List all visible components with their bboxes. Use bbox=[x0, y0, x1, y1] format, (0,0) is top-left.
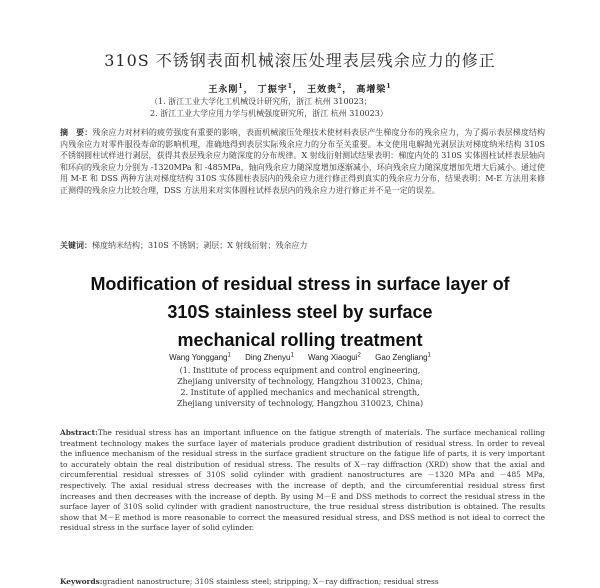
english-keywords bbox=[60, 576, 545, 587]
chinese-abstract-text: 残余应力对材料的疲劳强度有重要的影响，表面机械滚压处理技术使材料表层产生梯度分布的残余应力，为了揭示表层梯度结构内残余应力对零件服役寿命的影响机理，准确地得到表层实际残余应力的分布至关重要。本文使用电解抛光剥层法对梯度纳米结构 310S 不锈钢圆柱试样进行剥层，获得其表层残余应力随深度的分布规律。X 射线衍射测试结果表明：梯度内处的 310S 实体圆柱试样表层轴向和环向的残余应力分别为 -1320MPa 和 -485MPa，轴向残余应力随深度增加逐渐减小，环向残余应力随深度增加先增大后减小。通过使用 M-E 和 DSS 两种方法对梯度结构 310S 实体圆柱表层内的残余应力进行修正得到真实的残余应力分布，结果表明：M-E 方法用来修正测得的残余应力比较合理，DSS 方法用来对实体圆柱试样表层内的残余应力进行修正并不是一定的误差。 bbox=[60, 128, 545, 195]
english-title-line: Modification of residual stress in surface layer of bbox=[90, 274, 510, 294]
chinese-abstract-label: 摘 要： bbox=[60, 127, 93, 137]
chinese-abstract bbox=[60, 127, 545, 196]
english-keywords-text: gradient nanostructure; 310S stainless steel; stripping; X－ray diffraction; residual stress bbox=[102, 577, 439, 586]
chinese-affiliation-2: 2. 浙江工业大学应用力学与机械强度研究所，浙江 杭州 310023） bbox=[150, 109, 388, 118]
english-affiliation-line: Zhejiang university of technology, Hangzhou 310023, China; bbox=[177, 377, 423, 386]
chinese-keywords-text: 梯度纳米结构；310S 不锈钢；剥层；X 射线衍射；残余应力 bbox=[92, 241, 308, 250]
english-authors bbox=[0, 352, 600, 362]
chinese-authors: 王永刚$^1$， 丁振宇$^1$， 王效贵$^2$， 高增梁$^1$ bbox=[208, 83, 392, 95]
chinese-author: 王效贵 bbox=[307, 85, 338, 95]
english-affiliation-line: (1. Institute of process equipment and control engineering, bbox=[179, 366, 421, 375]
english-abstract-text: The residual stress has an important influence on the fatigue strength of materials. The surface mechanical rolling treatment technology makes the surface layer of materials produce gradient distribution of residual stress. In order to reveal the influence mechanism of the residual stress in the surface gradient structure on the fatigue life of parts, it is very important to accurately obtain the real distribution of residual stress. The results of X－ray diffraction (XRD) show that the axial and circumferential residual stresses of 310S solid cylinder with gradient nanostructures are －1320 MPa and －485 MPa, respectively. The axial residual stress decreases with the increase of depth, and the circumferential residual stress first increases and then decreases with the increase of depth. By using M－E and DSS methods to correct the residual stress in the surface layer of 310S solid cylinder with gradient nanostructure, the true residual stress distribution is obtained. The results show that M－E method is more reasonable to correct the measured residual stress, and DSS method is not ideal to correct the residual stress in the surface layer of solid cylinder. bbox=[60, 428, 545, 533]
chinese-keywords-label: 关键词： bbox=[60, 240, 92, 250]
english-title bbox=[0, 270, 600, 354]
english-title-line: 310S stainless steel by surface bbox=[167, 302, 433, 322]
english-abstract-label: Abstract: bbox=[60, 428, 98, 437]
chinese-title: 310S 不锈钢表面机械滚压处理表层残余应力的修正 bbox=[104, 51, 496, 70]
chinese-author: 王永刚 bbox=[208, 85, 239, 95]
english-author: Wang Xiaogui$^2$ bbox=[308, 352, 361, 362]
english-abstract bbox=[60, 428, 545, 534]
english-author: Ding Zhenyu$^1$ bbox=[245, 352, 294, 362]
english-title-line: mechanical rolling treatment bbox=[177, 330, 423, 350]
english-author: Gao Zengliang$^1$ bbox=[375, 352, 431, 362]
english-keywords-label: Keywords: bbox=[60, 577, 103, 586]
english-affiliation-line: 2. Institute of applied mechanics and mechanical strength, bbox=[180, 388, 420, 397]
english-affiliation-line: Zhejiang university of technology, Hangzhou 310023, China) bbox=[176, 399, 424, 408]
chinese-keywords bbox=[60, 240, 545, 251]
chinese-author: 丁振宇 bbox=[257, 85, 288, 95]
chinese-affiliation-1: （1. 浙江工业大学化工机械设计研究所，浙江 杭州 310023； bbox=[150, 97, 372, 106]
chinese-author: 高增梁 bbox=[356, 85, 387, 95]
english-author: Wang Yonggang$^1$ bbox=[169, 352, 231, 362]
